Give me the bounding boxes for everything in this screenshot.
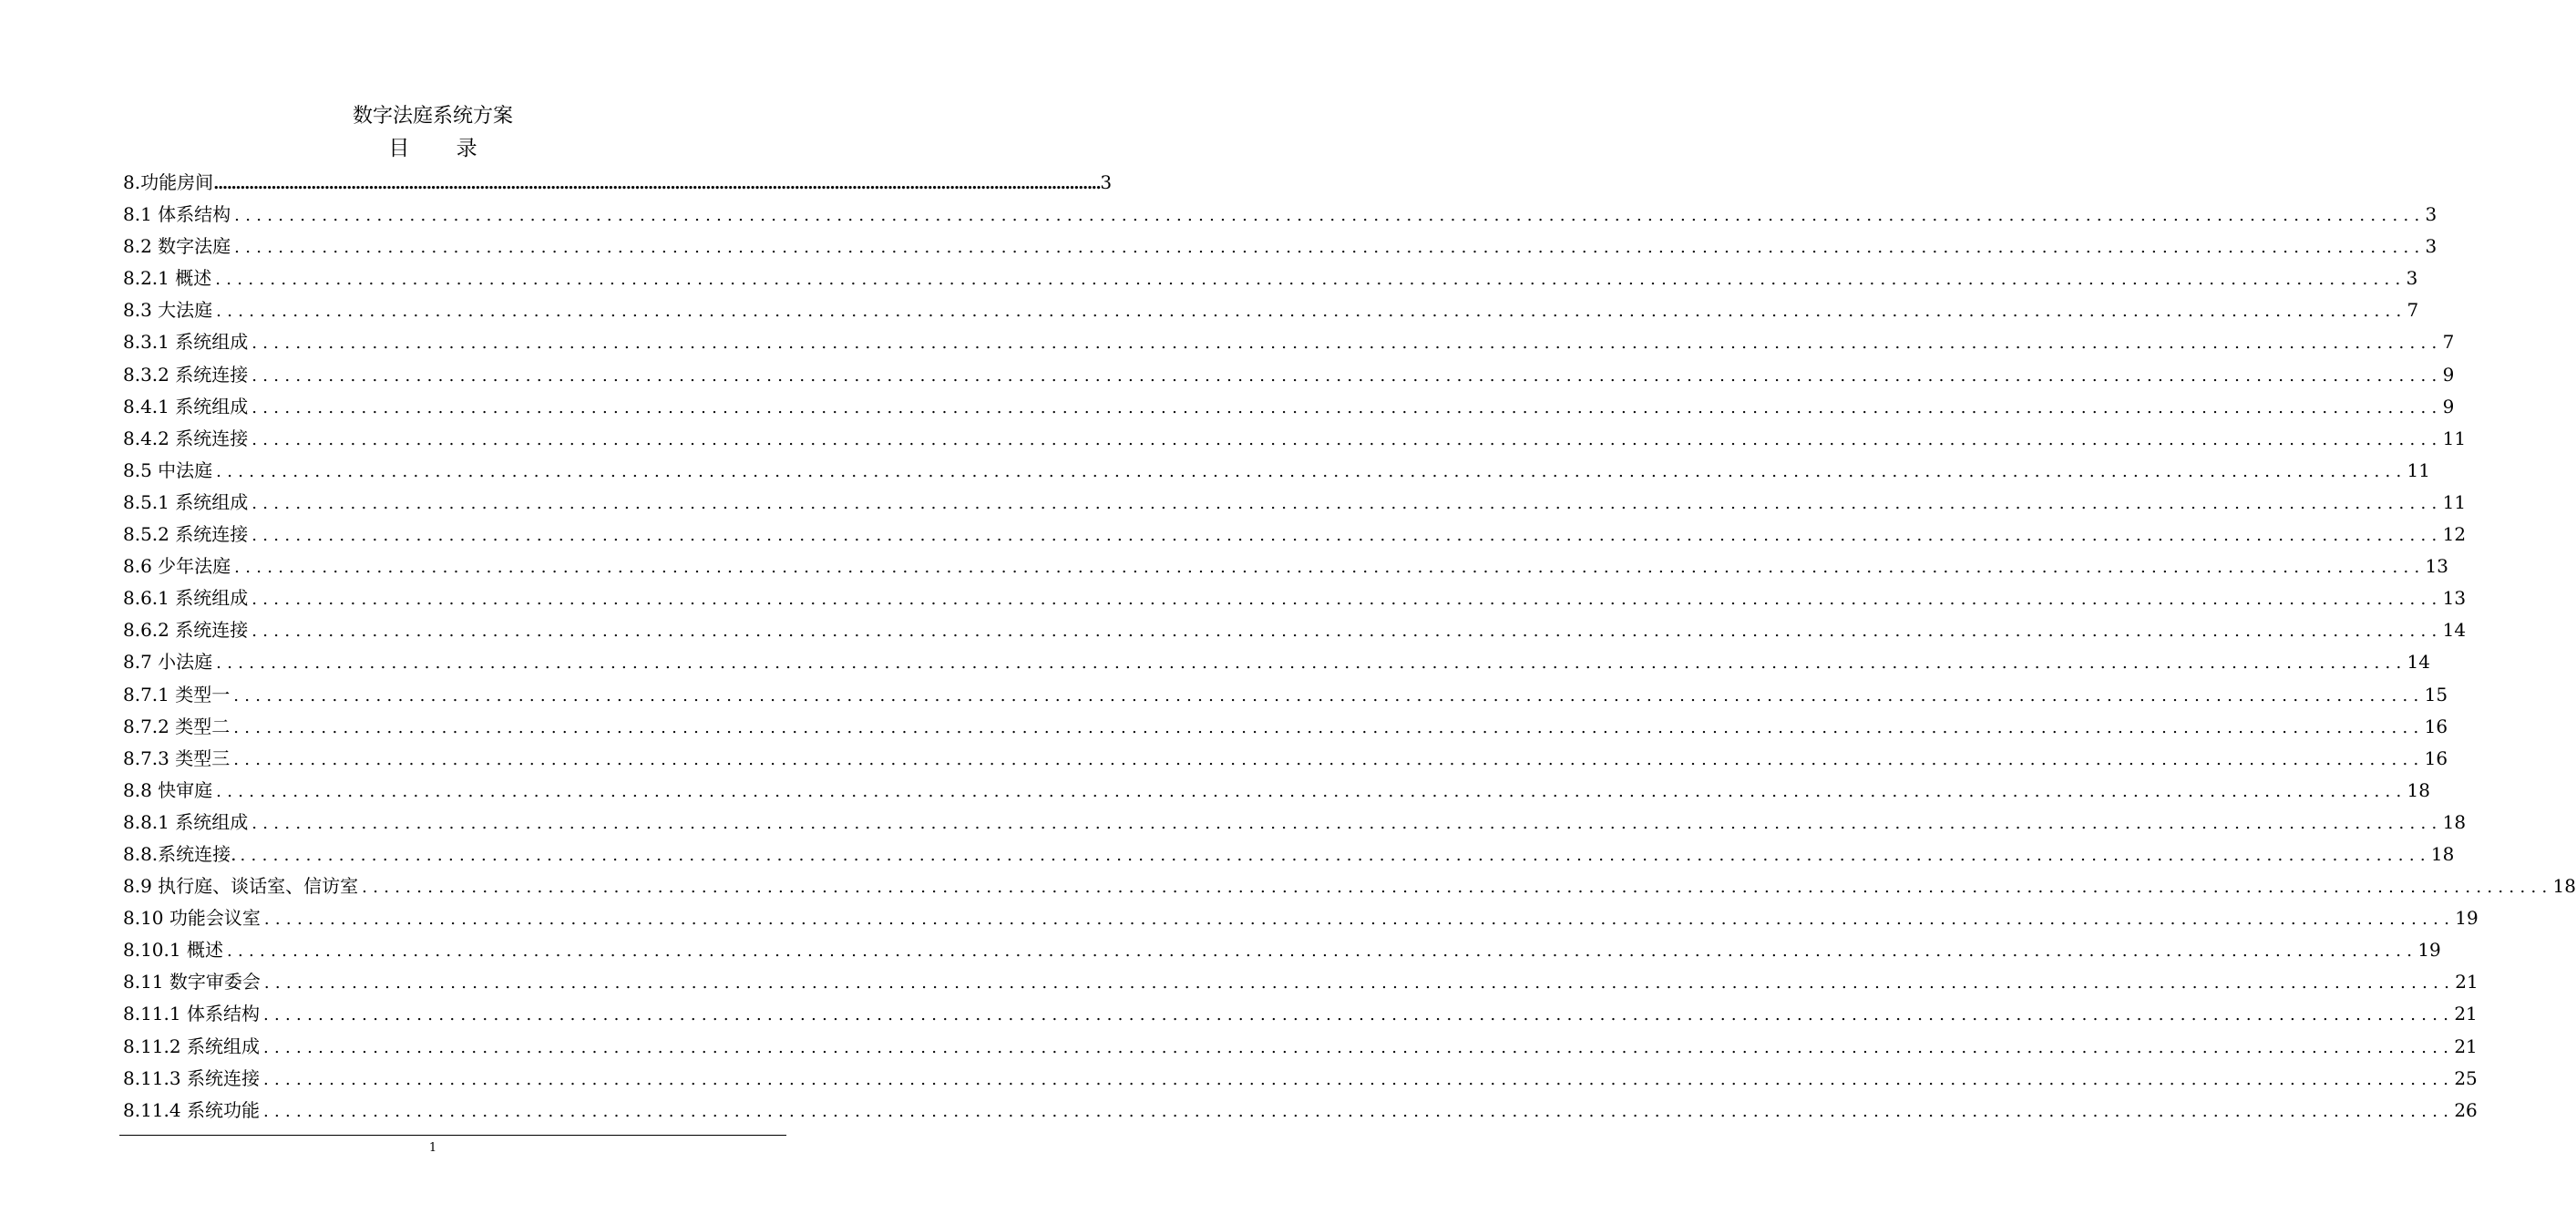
toc-entry-page: 18: [2430, 842, 2455, 865]
toc-entry[interactable]: [123, 551, 2448, 582]
toc-leader-dots: ........................................................................................................................................................................................................: [251, 622, 2443, 642]
toc-leader-dots: ........................................................................................................................................................................................................: [251, 397, 2443, 417]
toc-leader-dots: ........................................................................................................................................................................................................: [233, 717, 2425, 737]
toc-entry[interactable]: [123, 582, 2467, 614]
toc-entry-label: 8.11.2 系统组成: [123, 1035, 260, 1057]
toc-leader-dots: ........................................................................................................................................................................................................: [251, 493, 2443, 513]
toc-entry-page: 19: [2455, 907, 2479, 930]
toc-entry[interactable]: [123, 711, 2448, 743]
toc-entry-page: 7: [2407, 299, 2419, 322]
toc-leader-dots: ........................................................................................................................................................................................................: [262, 1037, 2455, 1057]
toc-entry-label: 8.10.1 概述: [123, 939, 223, 962]
toc-entry-label: 8.3.1 系统组成: [123, 331, 249, 354]
toc-heading: 目 录: [388, 137, 498, 160]
toc-entry[interactable]: [123, 199, 2437, 231]
toc-leader-dots: ........................................................................................................................................................................................................: [216, 654, 2407, 674]
toc-entry[interactable]: [123, 902, 2479, 934]
toc-entry-page: 14: [2442, 619, 2467, 642]
toc-entry[interactable]: [123, 519, 2467, 551]
document-title: 数字法庭系统方案: [352, 105, 513, 128]
toc-leader-dots: ........................................................................................................................................................................................................: [216, 461, 2407, 481]
toc-entry-label: 8.11.3 系统连接: [123, 1066, 260, 1089]
toc-entry-label: 8.1 体系结构: [123, 203, 231, 226]
toc-entry-label: 8.2 数字法庭: [123, 235, 231, 258]
toc-entry-page: 21: [2455, 971, 2479, 993]
toc-leader-dots: ........................................................................................................................................................................................................: [362, 878, 2553, 898]
toc-leader-dots: ........................................................................................................................................................................................................: [234, 206, 2426, 226]
toc-entry-page: 21: [2454, 1035, 2478, 1057]
toc-entry-label: 8.6.2 系统连接: [123, 619, 249, 642]
toc-leader-dots: ........................................................................................................................................................................................................: [251, 813, 2443, 833]
toc-entry-label: 8.7 小法庭: [123, 651, 213, 674]
toc-entry[interactable]: [123, 839, 2455, 870]
toc-entry[interactable]: [123, 326, 2455, 358]
toc-entry-label: 8.11.1 体系结构: [123, 1003, 260, 1025]
toc-entry[interactable]: [123, 455, 2430, 487]
toc-entry[interactable]: [123, 998, 2478, 1030]
toc-entry-page: 13: [2442, 587, 2467, 610]
toc-leader-dots: ........................................................................................................................................................................................................: [262, 1101, 2455, 1121]
toc-leader-dots: ........................................................................................................................................................................................................: [251, 429, 2443, 449]
toc-entry-label: 8.10 功能会议室: [123, 907, 261, 930]
toc-entry[interactable]: [123, 775, 2430, 807]
toc-entry-page: 11: [2442, 490, 2467, 513]
toc-leader-dots: ........................................................................................................................................................................................................: [262, 1069, 2455, 1089]
toc-leader-dots: ........................................................................................................................................................................................................: [263, 973, 2456, 993]
toc-entry-label: 8.11 数字审委会: [123, 971, 261, 993]
page-number: 1: [428, 1141, 437, 1155]
toc-entry[interactable]: [123, 1095, 2478, 1127]
toc-entry-page: 7: [2442, 331, 2455, 354]
toc-leader-dots: ........................................................................................................................................................................................................: [251, 365, 2443, 386]
toc-entry[interactable]: [123, 614, 2467, 646]
toc-entry-label: 8.7.1 类型一: [123, 683, 231, 705]
toc-entry-page: 11: [2407, 458, 2430, 481]
toc-entry-page: 26: [2454, 1098, 2478, 1121]
toc-entry-page: 16: [2424, 746, 2448, 769]
table-of-contents: [123, 167, 2576, 1127]
toc-entry[interactable]: [123, 359, 2455, 391]
toc-entry-label: 8.5 中法庭: [123, 458, 213, 481]
toc-entry[interactable]: [123, 646, 2430, 678]
toc-entry-page: 16: [2424, 715, 2448, 737]
toc-entry-label: 8.7.2 类型二: [123, 715, 231, 737]
toc-leader-dots: ........................................................................................................................................................................................................: [251, 526, 2443, 546]
toc-entry[interactable]: [123, 294, 2419, 326]
toc-entry-label: 8.9 执行庭、谈话室、信访室: [123, 875, 359, 898]
toc-entry-page: 11: [2442, 427, 2467, 449]
toc-entry-page: 18: [2407, 778, 2430, 801]
toc-entry[interactable]: [123, 807, 2467, 839]
toc-entry-page: 15: [2424, 683, 2448, 705]
toc-entry[interactable]: [123, 487, 2467, 519]
toc-leader-dots: ........................................................................................................................................................................................................: [262, 1005, 2455, 1025]
toc-entry-label: 8.8 快审庭: [123, 778, 213, 801]
toc-entry-page: 14: [2407, 651, 2430, 674]
toc-entry[interactable]: [123, 231, 2437, 262]
toc-leader-dots: ........................................................................................................................................................................................................: [234, 558, 2426, 578]
toc-entry[interactable]: [123, 966, 2479, 998]
toc-entry-page: 13: [2425, 555, 2448, 578]
toc-entry-label: 8.8.系统连接.: [123, 842, 237, 865]
toc-entry-page: 19: [2417, 939, 2441, 962]
toc-entry-label: 8.6 少年法庭: [123, 555, 231, 578]
toc-leader-dots: ........................................................................................................................................................................................................: [233, 685, 2425, 705]
toc-leader-dots: ........................................................................................................................................................................................................: [216, 781, 2407, 801]
toc-entry-label: 8.功能房间: [123, 171, 214, 193]
toc-leader-dots: ........................................................................................................................................................................................................: [213, 174, 1101, 193]
toc-entry-label: 8.3.2 系统连接: [123, 363, 249, 386]
toc-entry-page: 9: [2442, 395, 2455, 417]
toc-entry-page: 21: [2454, 1003, 2478, 1025]
toc-leader-dots: ........................................................................................................................................................................................................: [240, 845, 2431, 865]
toc-entry-label: 8.11.4 系统功能: [123, 1098, 260, 1121]
toc-entry-page: 18: [2552, 875, 2576, 898]
toc-entry-label: 8.4.1 系统组成: [123, 395, 249, 417]
toc-entry-page: 18: [2442, 810, 2467, 833]
toc-entry-label: 8.7.3 类型三: [123, 746, 231, 769]
toc-entry-label: 8.8.1 系统组成: [123, 810, 249, 833]
toc-entry[interactable]: [123, 167, 1113, 199]
toc-entry-label: 8.3 大法庭: [123, 299, 213, 322]
toc-entry[interactable]: [123, 743, 2448, 775]
toc-entry-page: 12: [2442, 523, 2467, 546]
toc-entry-label: 8.5.1 系统组成: [123, 490, 249, 513]
toc-entry-label: 8.5.2 系统连接: [123, 523, 249, 546]
toc-entry[interactable]: [123, 1063, 2478, 1095]
toc-entry-label: 8.4.2 系统连接: [123, 427, 249, 449]
toc-leader-dots: ........................................................................................................................................................................................................: [251, 590, 2443, 610]
toc-leader-dots: ........................................................................................................................................................................................................: [263, 910, 2456, 930]
toc-entry[interactable]: [123, 679, 2448, 711]
toc-entry[interactable]: [123, 391, 2455, 423]
toc-leader-dots: ........................................................................................................................................................................................................: [251, 334, 2443, 354]
toc-entry[interactable]: [123, 423, 2467, 455]
toc-entry-page: 3: [2406, 267, 2418, 290]
toc-entry-page: 3: [2425, 235, 2437, 258]
toc-leader-dots: ........................................................................................................................................................................................................: [226, 942, 2418, 962]
toc-entry-label: 8.2.1 概述: [123, 267, 212, 290]
toc-leader-dots: ........................................................................................................................................................................................................: [216, 302, 2407, 322]
toc-entry[interactable]: [123, 262, 2418, 294]
toc-entry-page: 3: [1100, 171, 1113, 193]
toc-leader-dots: ........................................................................................................................................................................................................: [215, 270, 2407, 290]
toc-entry[interactable]: [123, 870, 2576, 902]
toc-entry[interactable]: [123, 1031, 2478, 1063]
footer-divider: [119, 1135, 786, 1136]
toc-entry-page: 3: [2425, 203, 2437, 226]
toc-entry-page: 25: [2454, 1066, 2478, 1089]
toc-entry-label: 8.6.1 系统组成: [123, 587, 249, 610]
toc-entry[interactable]: [123, 934, 2441, 966]
toc-leader-dots: ........................................................................................................................................................................................................: [233, 749, 2425, 769]
toc-entry-page: 9: [2442, 363, 2455, 386]
toc-leader-dots: ........................................................................................................................................................................................................: [234, 238, 2426, 258]
